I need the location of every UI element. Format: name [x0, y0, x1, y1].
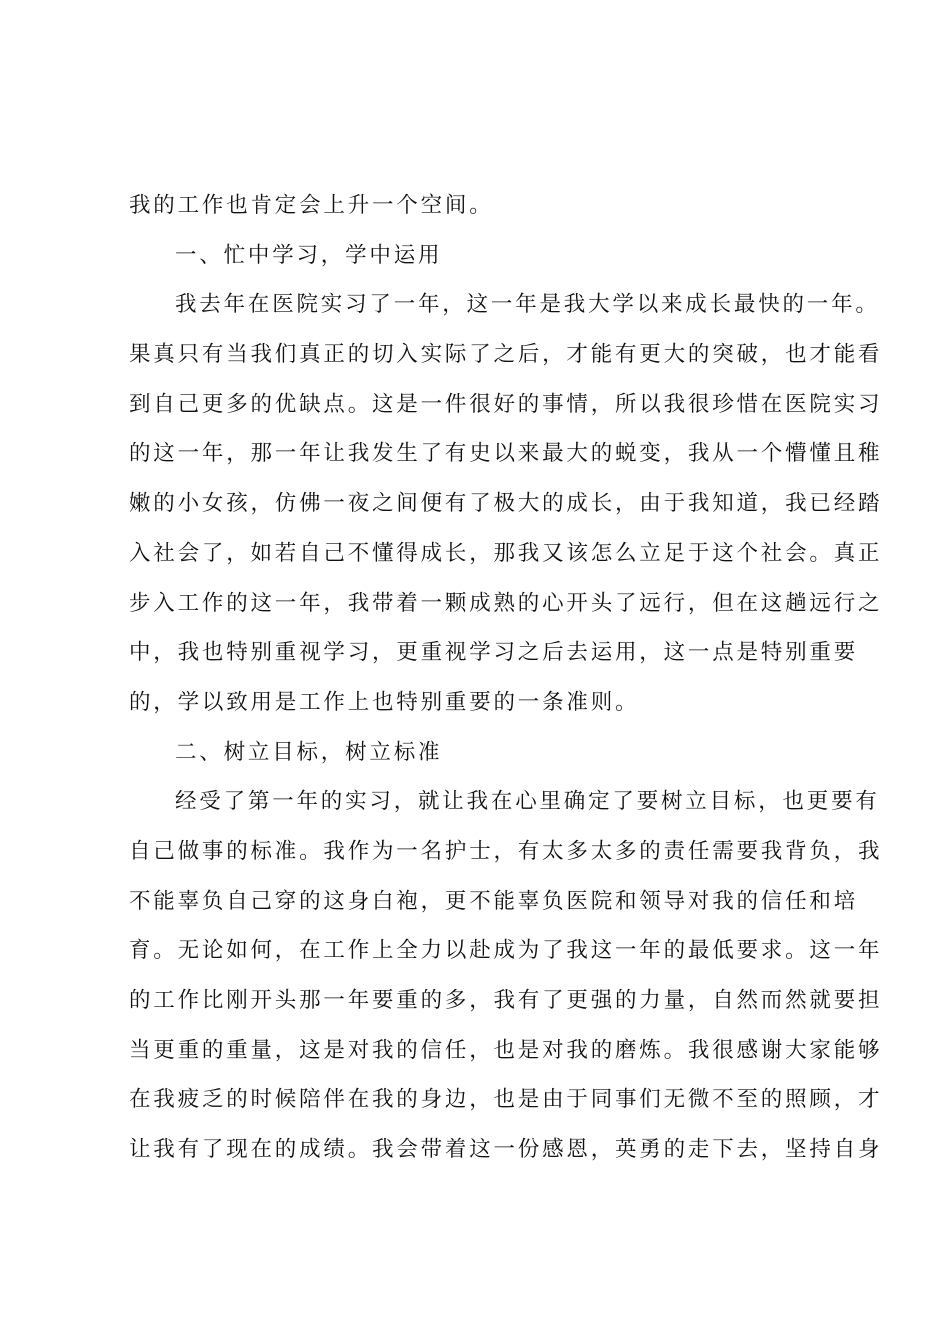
text-line: 在我疲乏的时候陪伴在我的身边，也是由于同事们无微不至的照顾，才 — [129, 1087, 883, 1113]
text-line: 嫩的小女孩，仿佛一夜之间便有了极大的成长，由于我知道，我已经踏 — [129, 491, 883, 517]
text-line: 到自己更多的优缺点。这是一件很好的事情，所以我很珍惜在医院实习 — [129, 391, 883, 417]
text-line: 果真只有当我们真正的切入实际了之后，才能有更大的突破，也才能看 — [129, 342, 883, 368]
text-line: 的，学以致用是工作上也特别重要的一条准则。 — [129, 689, 640, 715]
body-text — [129, 181, 883, 1175]
text-line: 让我有了现在的成绩。我会带着这一份感恩，英勇的走下去，坚持自身 — [129, 1137, 883, 1163]
text-line: 经受了第一年的实习，就让我在心里确定了要树立目标，也更要有 — [175, 789, 880, 815]
text-line: 我的工作也肯定会上升一个空间。 — [129, 193, 494, 218]
section-heading-2: 二、树立目标，树立标准 — [175, 739, 443, 765]
text-line: 的这一年，那一年让我发生了有史以来最大的蜕变，我从一个懵懂且稚 — [129, 441, 883, 467]
text-line: 步入工作的这一年，我带着一颗成熟的心开头了远行，但在这趟远行之 — [129, 590, 883, 616]
text-line: 当更重的重量，这是对我的信任，也是对我的磨炼。我很感谢大家能够 — [129, 1037, 883, 1063]
text-line: 我去年在医院实习了一年，这一年是我大学以来成长最快的一年。 — [175, 292, 880, 318]
text-line: 育。无论如何，在工作上全力以赴成为了我这一年的最低要求。这一年 — [129, 938, 883, 964]
text-line: 中，我也特别重视学习，更重视学习之后去运用，这一点是特别重要 — [129, 640, 859, 666]
text-line: 的工作比刚开头那一年要重的多，我有了更强的力量，自然而然就要担 — [129, 988, 883, 1013]
section-heading-1: 一、忙中学习，学中运用 — [175, 242, 443, 268]
text-line: 自己做事的标准。我作为一名护士，有太多太多的责任需要我背负，我 — [129, 838, 883, 864]
text-line: 不能辜负自己穿的这身白袍，更不能辜负医院和领导对我的信任和培 — [129, 888, 859, 914]
text-line: 入社会了，如若自己不懂得成长，那我又该怎么立足于这个社会。真正 — [129, 540, 883, 566]
